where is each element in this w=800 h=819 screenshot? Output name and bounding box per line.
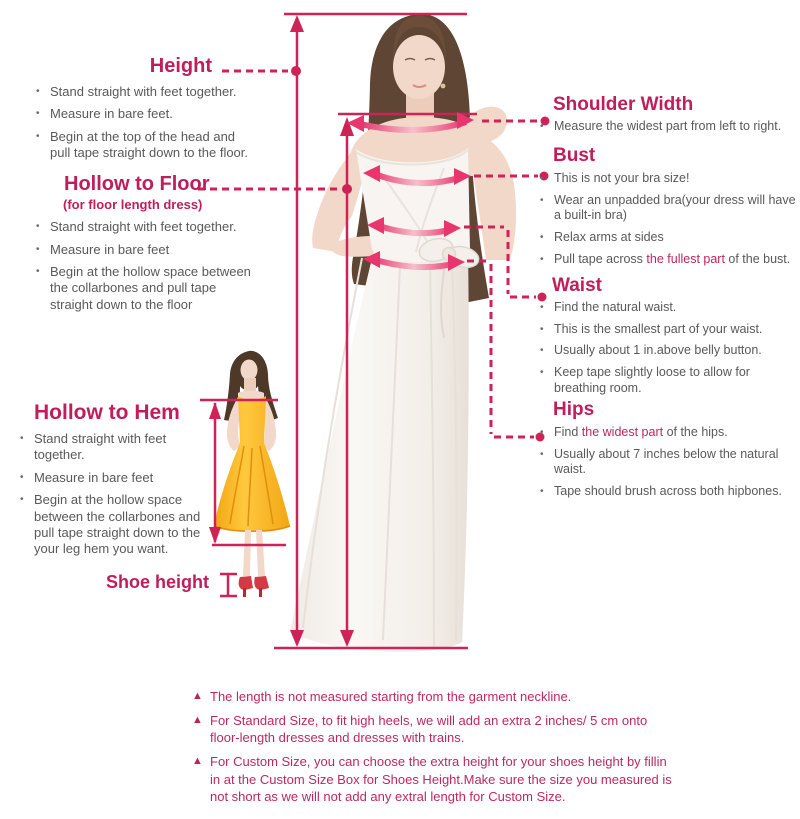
hips-bullets: [540, 425, 798, 500]
list-item-text: Measure in bare feet: [34, 469, 154, 485]
bullet-marker-icon: •: [540, 345, 544, 357]
bullet-marker-icon: •: [540, 486, 544, 498]
bullet-marker-icon: •: [36, 108, 40, 120]
waist-title: Waist: [552, 275, 602, 296]
bullet-marker-icon: •: [20, 471, 24, 483]
bust-bullet: [540, 193, 798, 225]
waist-bullet: [540, 365, 798, 397]
bullet-marker-icon: •: [540, 232, 544, 244]
list-item-text: Begin at the hollow space between the collarbones and pull tape straight down to the your leg hem you want.: [34, 492, 201, 557]
bullet-marker-icon: •: [36, 86, 40, 97]
list-item-text: Find the natural waist.: [554, 299, 677, 314]
hollow-arrow-up: [340, 117, 354, 136]
bust-section: [540, 146, 798, 274]
height-bullet: [36, 106, 254, 122]
shoe-height-bracket: [220, 574, 237, 596]
list-item-text: Measure the widest part from left to right.: [554, 118, 782, 133]
list-item-text: Stand straight with feet together.: [34, 431, 167, 463]
notes-list: [192, 688, 674, 812]
hollow-to-floor-bullets: [36, 219, 258, 313]
list-item-text: Usually about 7 inches below the natural waist.: [554, 446, 779, 477]
bullet-marker-icon: •: [540, 367, 544, 379]
earring: [441, 84, 446, 89]
bullet-marker-icon: •: [540, 448, 544, 460]
red-shoes: [239, 576, 269, 597]
bullet-marker-icon: •: [20, 494, 24, 506]
hollow-to-floor-bullet: [36, 242, 258, 258]
shoulder-width-bullets: [540, 119, 798, 135]
hips-section: [540, 400, 798, 506]
hollow-to-hem-bullets: [20, 431, 220, 558]
waist-bullets: [540, 300, 798, 397]
bust-bullet: [540, 252, 798, 268]
list-item-text: Keep tape slightly loose to allow for breathing room.: [554, 365, 750, 395]
list-item-text: Relax arms at sides: [554, 230, 664, 245]
hips-bullet: [540, 484, 798, 500]
bullet-marker-icon: •: [540, 253, 544, 265]
bullet-marker-icon: •: [540, 426, 544, 438]
height-bullets: [36, 84, 254, 162]
list-item-text: Find the widest part of the hips.: [554, 424, 728, 439]
hollow-to-floor-subtitle: (for floor length dress): [63, 197, 203, 212]
hips-bullet: [540, 425, 798, 441]
height-bullet: [36, 84, 254, 100]
bullet-marker-icon: •: [540, 301, 544, 313]
height-arrow-up: [290, 15, 304, 32]
bullet-marker-icon: •: [540, 323, 544, 335]
hollow-to-hem-section: [20, 402, 232, 564]
bust-bullets: [540, 171, 798, 268]
bullet-marker-icon: •: [36, 266, 40, 278]
model-face: [393, 35, 445, 99]
waist-bullet: [540, 343, 798, 359]
hollow-to-floor-title: Hollow to Floor: [64, 173, 210, 195]
model-figure: [290, 14, 516, 652]
waist-section: [540, 276, 798, 403]
hollow-to-hem-title: Hollow to Hem: [34, 401, 180, 424]
shoulder-width-title: Shoulder Width: [553, 94, 694, 115]
hollow-to-hem-bullet: [20, 431, 220, 464]
shoulder-width-section: [540, 95, 798, 141]
bust-title: Bust: [553, 145, 596, 166]
note-item: [192, 688, 674, 705]
bullet-marker-icon: •: [540, 172, 544, 184]
bullet-marker-icon: ▲: [192, 714, 203, 727]
list-item-text: Measure in bare feet.: [50, 106, 173, 122]
bullet-marker-icon: •: [36, 130, 40, 142]
list-item-text: Pull tape across the fullest part of the bust.: [554, 251, 791, 266]
bullet-marker-icon: •: [36, 221, 40, 233]
list-item-text: This is the smallest part of your waist.: [554, 321, 763, 336]
list-item-text: Tape should brush across both hipbones.: [554, 484, 782, 499]
list-item-text: The length is not measured starting from the garment neckline.: [210, 689, 572, 704]
bullet-marker-icon: ▲: [192, 690, 203, 702]
hips-title: Hips: [553, 399, 595, 420]
list-item-text: For Custom Size, you can choose the extra height for your shoes height by fillin in at the Custom Size Box for Shoes Height.Make sure the size you measured is not short as we will not add any extral length for Custom Size.: [210, 754, 672, 804]
bullet-marker-icon: ▲: [192, 755, 203, 768]
bust-bullet: [540, 230, 798, 246]
bust-bullet: [540, 171, 798, 187]
list-item-text: Wear an unpadded bra(your dress will have a built-in bra): [554, 192, 796, 223]
hollow-to-floor-section: [36, 174, 268, 319]
hollow-to-floor-bullet: [36, 219, 258, 235]
short-figure-face: [241, 360, 258, 381]
waist-bullet: [540, 300, 798, 316]
short-figure-right-leg: [256, 530, 265, 576]
height-connector-dot: [291, 66, 301, 76]
list-item-text: Stand straight with feet together.: [50, 84, 237, 99]
short-figure-left-leg: [243, 530, 251, 576]
shoulder-width-bullet: [540, 119, 798, 135]
note-item: [192, 753, 674, 804]
note-item: [192, 712, 674, 746]
waist-bullet: [540, 322, 798, 338]
list-item-text: Stand straight with feet together.: [50, 219, 237, 235]
hollow-connector-dot: [342, 184, 352, 194]
model-right-hand: [464, 107, 507, 144]
bullet-marker-icon: •: [540, 194, 544, 206]
height-bullet: [36, 129, 254, 162]
bullet-marker-icon: •: [20, 433, 24, 445]
list-item-text: Begin at the hollow space between the collarbones and pull tape straight down to the floor: [50, 264, 251, 312]
hollow-to-hem-bullet: [20, 470, 220, 486]
bullet-marker-icon: •: [540, 120, 544, 132]
height-title: Height: [149, 55, 212, 77]
hollow-to-floor-bullet: [36, 264, 258, 313]
list-item-text: Usually about 1 in.above belly button.: [554, 343, 762, 358]
hollow-to-hem-bullet: [20, 492, 220, 558]
list-item-text: For Standard Size, to fit high heels, we will add an extra 2 inches/ 5 cm onto floor-length dresses and dresses with trains.: [210, 713, 648, 746]
height-arrow-down: [290, 630, 304, 647]
list-item-text: Measure in bare feet: [50, 241, 170, 257]
list-item-text: This is not your bra size!: [554, 170, 690, 185]
list-item-text: Begin at the top of the head and pull tape straight down to the floor.: [50, 128, 249, 161]
hips-bullet: [540, 447, 798, 479]
bullet-marker-icon: •: [36, 243, 40, 255]
shoe-height-label: Shoe height: [106, 572, 209, 592]
height-section: [36, 56, 266, 168]
